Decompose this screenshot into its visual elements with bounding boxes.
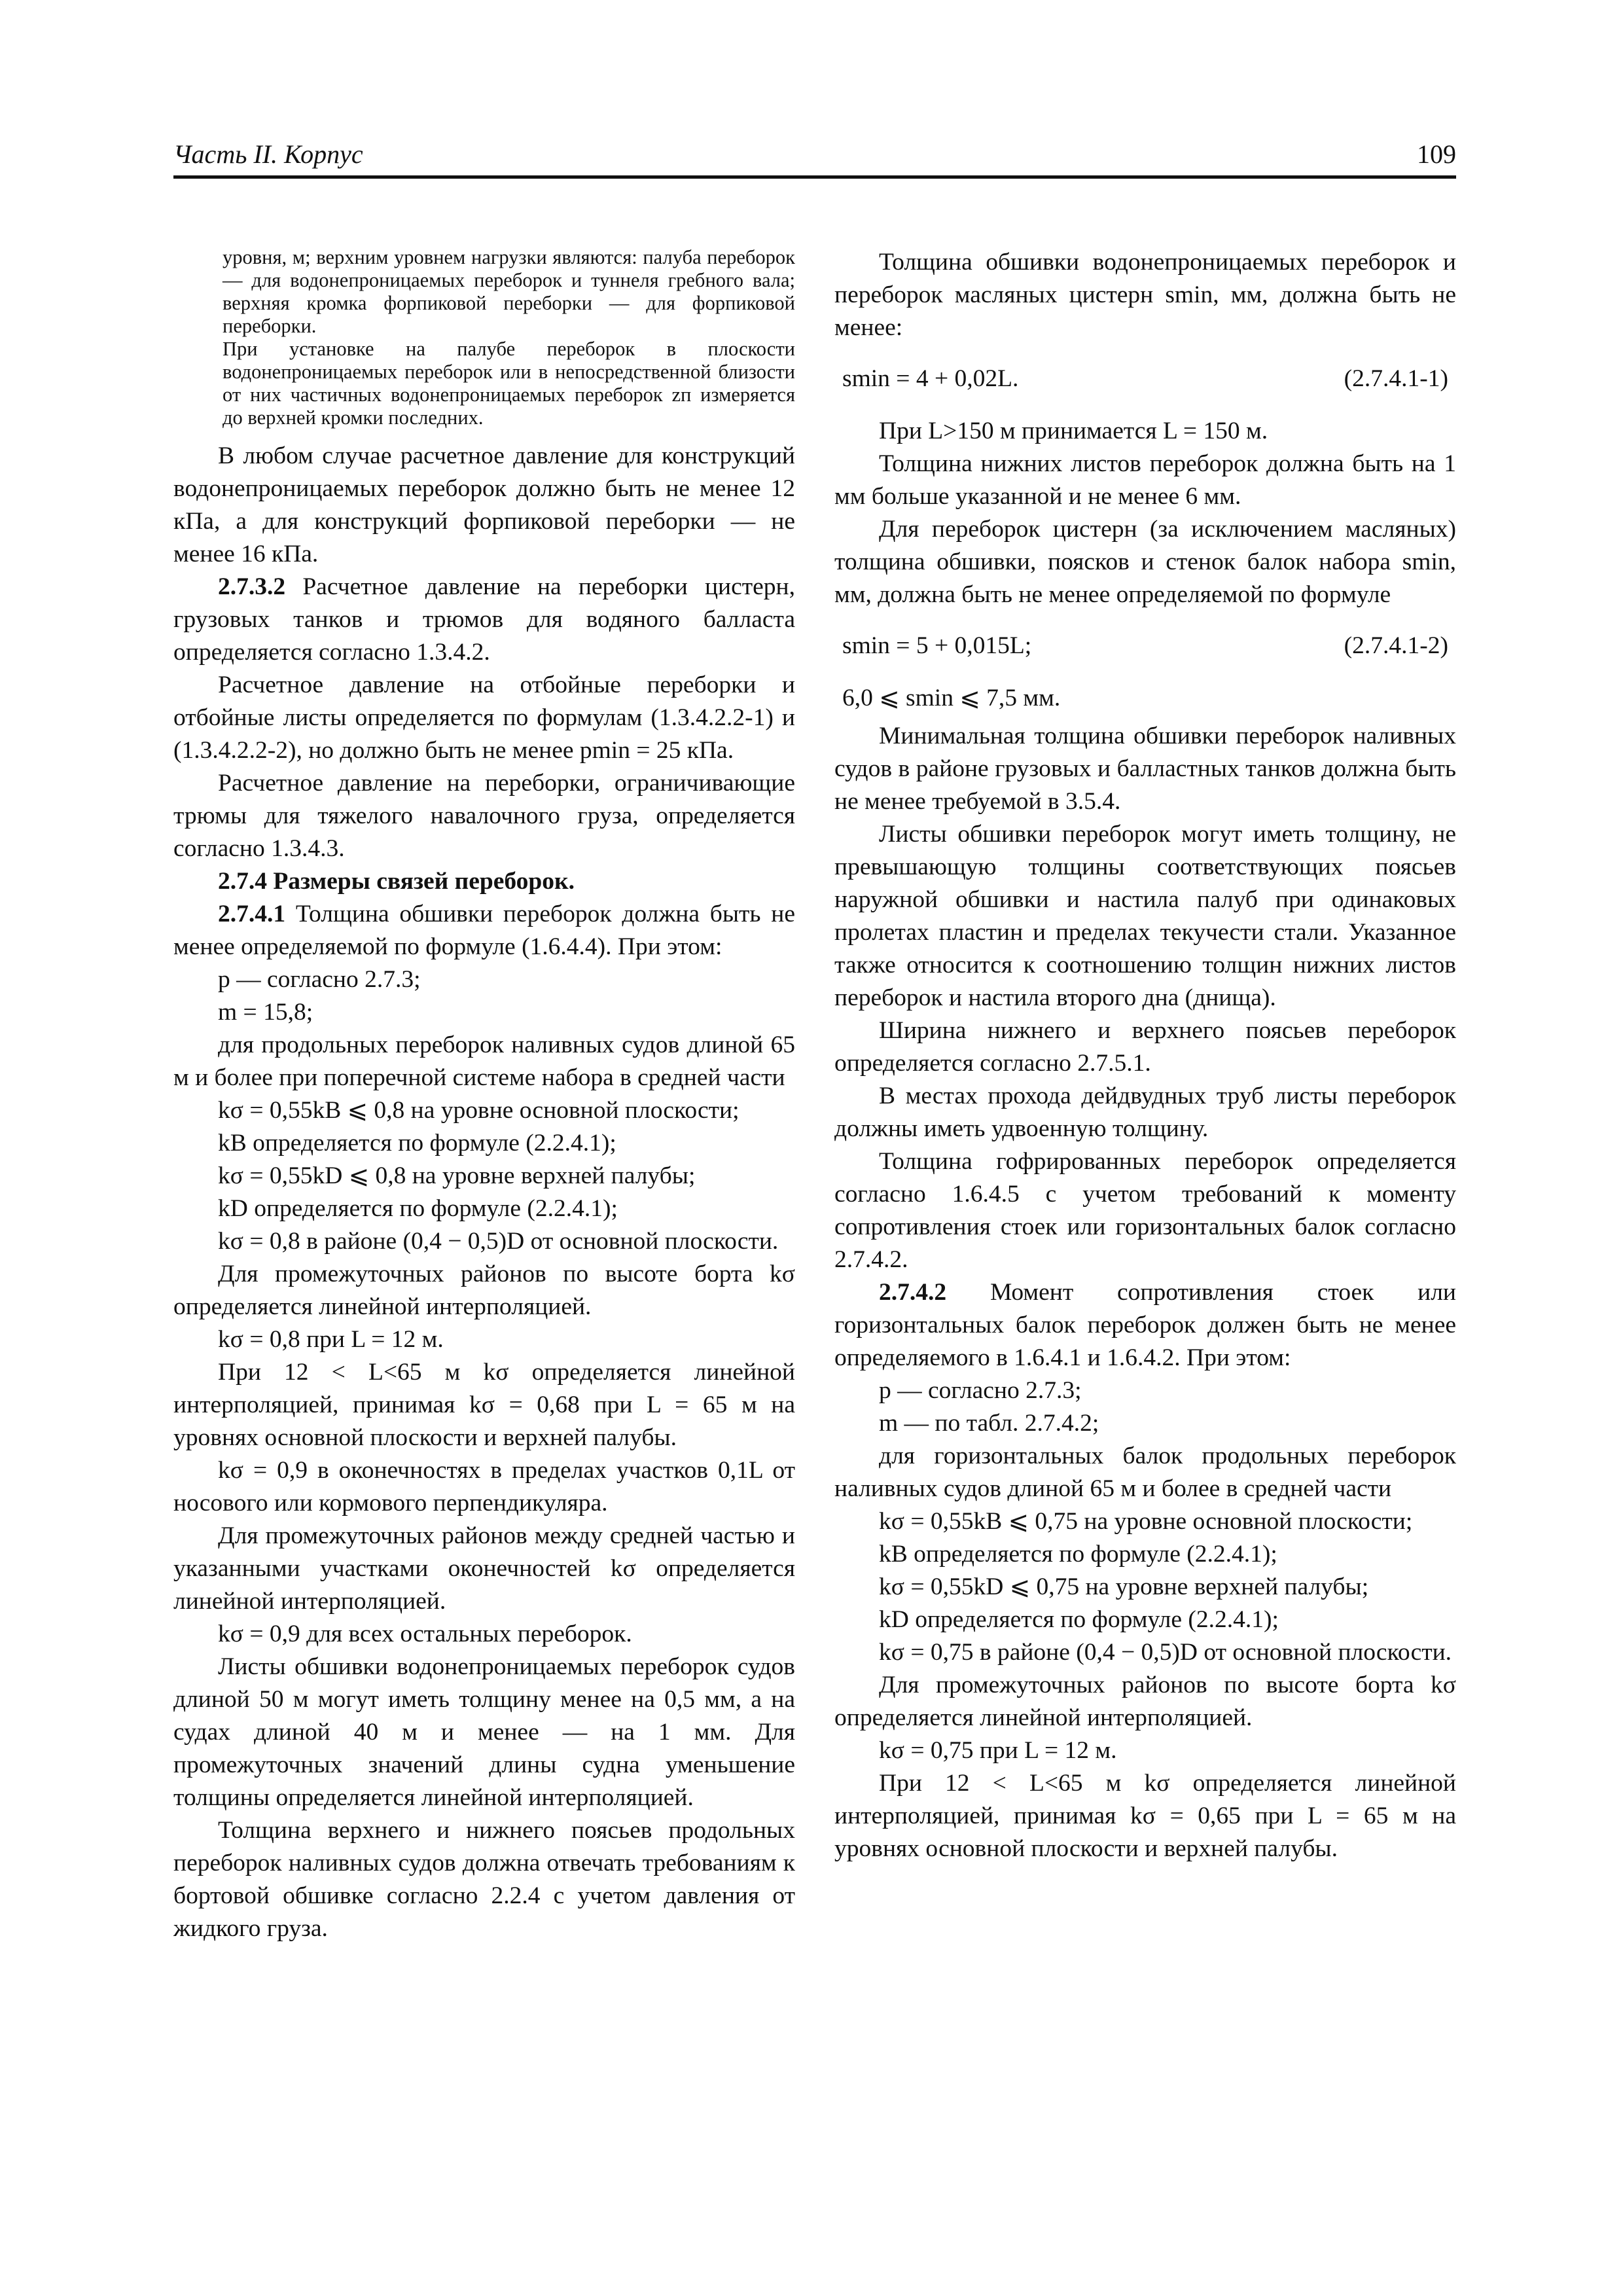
list-item: kσ = 0,8 при L = 12 м. <box>218 1326 444 1353</box>
formula-number: (2.7.4.1-1) <box>1344 365 1448 392</box>
paragraph: Толщина верхнего и нижнего поясьев продольных переборок наливных судов должна отвечать требованиям к бортовой обшивке согласно 2.2.4 с учетом давления от жидкого груза. <box>173 1817 795 1942</box>
section-number: 2.7.3.2 <box>218 573 286 600</box>
paragraph: для горизонтальных балок продольных переборок наливных судов длиной 65 м и более в средней части <box>834 1443 1456 1502</box>
paragraph: Толщина гофрированных переборок определяется согласно 1.6.4.5 с учетом требований к моменту сопротивления стоек или горизонтальных балок согласно 2.7.4.2. <box>834 1148 1456 1273</box>
paragraph-text: Момент сопротивления стоек или горизонтальных балок переборок должен быть не менее определяемого в 1.6.4.1 и 1.6.4.2. При этом: <box>834 1279 1456 1371</box>
list-item: p — согласно 2.7.3; <box>879 1377 1082 1404</box>
paragraph: kσ = 0,75 в районе (0,4 − 0,5)D от основной плоскости. <box>879 1639 1452 1666</box>
paragraph-text: Расчетное давление на переборки цистерн, грузовых танков и трюмов для водяного балласта определяется согласно 1.3.4.2. <box>173 573 795 666</box>
formula-expression: 6,0 ⩽ smin ⩽ 7,5 мм. <box>842 685 1061 711</box>
paragraph: В любом случае расчетное давление для конструкций водонепроницаемых переборок должно быть не менее 12 кПа, а для конструкций форпиковой переборки — не менее 16 кПа. <box>173 442 795 567</box>
list-item: kσ = 0,55kB ⩽ 0,75 на уровне основной плоскости; <box>879 1508 1413 1535</box>
formula <box>834 363 1456 395</box>
paragraph: Минимальная толщина обшивки переборок наливных судов в районе грузовых и балластных танков должна быть не менее требуемой в 3.5.4. <box>834 723 1456 815</box>
right-column <box>834 246 1456 1865</box>
page-number: 109 <box>1417 139 1456 169</box>
list-item: kσ = 0,55kD ⩽ 0,75 на уровне верхней палубы; <box>879 1573 1369 1600</box>
paragraph: для продольных переборок наливных судов длиной 65 м и более при поперечной системе набора в средней части <box>173 1031 795 1091</box>
paragraph: Для промежуточных районов между средней частью и указанными участками оконечностей kσ определяется линейной интерполяцией. <box>173 1522 795 1615</box>
paragraph: Для переборок цистерн (за исключением масляных) толщина обшивки, поясков и стенок балок набора smin, мм, должна быть не менее определяемой по формуле <box>834 516 1456 608</box>
formula-expression: smin = 5 + 0,015L; <box>842 632 1032 659</box>
paragraph: kσ = 0,8 в районе (0,4 − 0,5)D от основной плоскости. <box>218 1228 779 1255</box>
paragraph: Листы обшивки переборок могут иметь толщину, не превышающую толщины соответствующих поясьев наружной обшивки и настила палуб при одинаковых пролетах пластин и пределах текучести стали. Указанное также относится к соотношению толщин нижних листов переборок и настила второго дна (днища). <box>834 821 1456 1011</box>
paragraph: Для промежуточных районов по высоте борта kσ определяется линейной интерполяцией. <box>834 1672 1456 1731</box>
paragraph: Толщина нижних листов переборок должна быть на 1 мм больше указанной и не менее 6 мм. <box>834 450 1456 510</box>
footnote-text: уровня, м; верхним уровнем нагрузки являются: палуба переборок — для водонепроницаемых переборок и туннеля гребного вала; верхняя кромка форпиковой переборки — для форпиковой переборки. <box>223 246 795 337</box>
list-item: kσ = 0,9 для всех остальных переборок. <box>218 1621 632 1647</box>
list-item: kB определяется по формуле (2.2.4.1); <box>879 1541 1277 1568</box>
paragraph: Расчетное давление на отбойные переборки и отбойные листы определяется по формулам (1.3.4.2.2-1) и (1.3.4.2.2-2), но должно быть не менее pmin = 25 кПа. <box>173 672 795 764</box>
section-number: 2.7.4 <box>218 868 267 895</box>
paragraph: Листы обшивки водонепроницаемых переборок судов длиной 50 м могут иметь толщину менее на 0,5 мм, а на судах длиной 40 м и менее — на 1 мм. Для промежуточных значений длины судна уменьшение толщины определяется линейной интерполяцией. <box>173 1653 795 1811</box>
spacer <box>173 429 795 440</box>
paragraph: При 12 < L<65 м kσ определяется линейной интерполяцией, принимая kσ = 0,68 при L = 65 м на уровнях основной плоскости и верхней палубы. <box>173 1359 795 1451</box>
list-item: kσ = 0,75 при L = 12 м. <box>879 1737 1117 1764</box>
list-item: kσ = 0,55kB ⩽ 0,8 на уровне основной плоскости; <box>218 1097 740 1124</box>
section-number: 2.7.4.1 <box>218 901 286 927</box>
list-item: kD определяется по формуле (2.2.4.1); <box>879 1606 1279 1633</box>
paragraph <box>834 1276 1456 1374</box>
formula-number: (2.7.4.1-2) <box>1344 632 1448 659</box>
paragraph: Расчетное давление на переборки, ограничивающие трюмы для тяжелого навалочного груза, определяется согласно 1.3.4.3. <box>173 770 795 862</box>
paragraph: При 12 < L<65 м kσ определяется линейной интерполяцией, принимая kσ = 0,65 при L = 65 м на уровнях основной плоскости и верхней палубы. <box>834 1770 1456 1862</box>
list-item: kB определяется по формуле (2.2.4.1); <box>218 1130 616 1157</box>
formula-expression: smin = 4 + 0,02L. <box>842 365 1019 392</box>
page-header <box>173 139 1456 178</box>
paragraph: Ширина нижнего и верхнего поясьев переборок определяется согласно 2.7.5.1. <box>834 1017 1456 1077</box>
list-item: kσ = 0,55kD ⩽ 0,8 на уровне верхней палубы; <box>218 1162 696 1189</box>
section-number: 2.7.4.2 <box>879 1279 947 1306</box>
header-title: Часть II. Корпус <box>173 139 363 169</box>
left-column <box>173 246 795 1945</box>
list-item: m — по табл. 2.7.4.2; <box>879 1410 1099 1437</box>
paragraph-text: Толщина обшивки переборок должна быть не менее определяемой по формуле (1.6.4.4). При этом: <box>173 901 795 960</box>
paragraph <box>173 898 795 963</box>
paragraph: Для промежуточных районов по высоте борта kσ определяется линейной интерполяцией. <box>173 1261 795 1320</box>
paragraph <box>173 571 795 669</box>
list-item: m = 15,8; <box>218 999 313 1026</box>
section-title: Размеры связей переборок. <box>273 868 575 895</box>
formula <box>834 682 1456 715</box>
paragraph: В местах прохода дейдвудных труб листы переборок должны иметь удвоенную толщину. <box>834 1083 1456 1142</box>
paragraph: При L>150 м принимается L = 150 м. <box>879 418 1268 444</box>
list-item: p — согласно 2.7.3; <box>218 966 421 993</box>
section-heading <box>173 865 795 898</box>
paragraph: Толщина обшивки водонепроницаемых переборок и переборок масляных цистерн smin, мм, должна быть не менее: <box>834 249 1456 341</box>
footnote-text: При установке на палубе переборок в плоскости водонепроницаемых переборок или в непосредственной близости от них частичных водонепроницаемых переборок zп измеряется до верхней кромки последних. <box>223 338 795 429</box>
header-rule <box>173 175 1456 179</box>
paragraph: kσ = 0,9 в оконечностях в пределах участков 0,1L от носового или кормового перпендикуляра. <box>173 1457 795 1516</box>
formula <box>834 630 1456 662</box>
list-item: kD определяется по формуле (2.2.4.1); <box>218 1195 618 1222</box>
